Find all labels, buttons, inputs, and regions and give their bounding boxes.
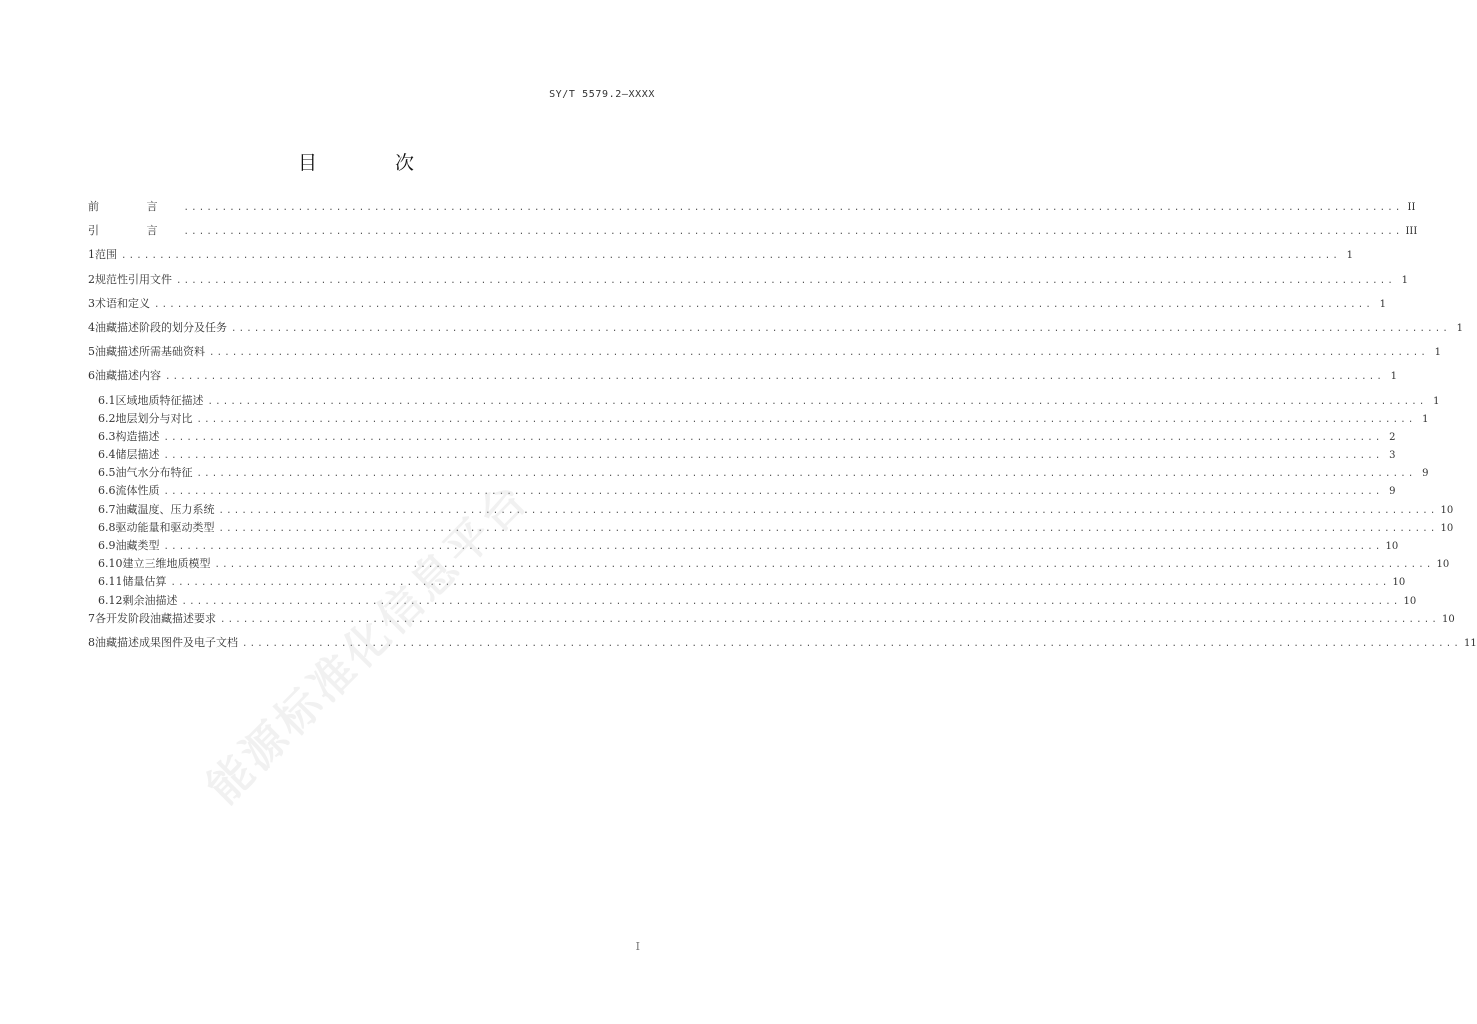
- toc-entry-number: 1: [88, 248, 95, 262]
- toc-entry-page: 10: [1392, 577, 1406, 589]
- toc-title: 目 次: [297, 152, 451, 174]
- toc-entry-label: 构造描述: [115, 429, 160, 443]
- toc-entry-number: 6.4: [98, 448, 116, 462]
- toc-entry-label: 油藏描述成果图件及电子文档: [95, 635, 238, 649]
- toc-leader-dots: ................................................................................................................................................................: [196, 469, 1416, 480]
- toc-entry-label: 油藏温度、压力系统: [115, 502, 215, 516]
- toc-entry-number: 6.6: [98, 484, 116, 498]
- toc-entry-page: 1: [1346, 250, 1353, 262]
- toc-entry-label: 流体性质: [115, 484, 160, 498]
- toc-entry-number: 6.3: [98, 429, 116, 443]
- toc-entry-page: 1: [1456, 322, 1463, 334]
- toc-entry-number: 6.12: [98, 593, 123, 607]
- toc-entry-label: 储量估算: [122, 575, 167, 589]
- toc-entry-page: 1: [1434, 347, 1441, 359]
- toc-entry-number: 5: [88, 345, 95, 359]
- toc-leader-dots: ................................................................................................................................................................: [163, 451, 1383, 462]
- toc-entry-number: 4: [88, 320, 95, 334]
- watermark: 能源标准化信息平台: [197, 472, 539, 814]
- toc-entry-page: 10: [1441, 613, 1455, 625]
- toc-leader-dots: ................................................................................................................................................................: [183, 203, 1403, 213]
- toc-entry-label: 油藏描述内容: [95, 369, 161, 383]
- toc-entry-number: 6.9: [98, 539, 116, 552]
- toc-leader-dots: ................................................................................................................................................................: [207, 396, 1427, 407]
- toc-entry-number: 6.7: [98, 502, 116, 516]
- toc-subentry[interactable]: [88, 502, 1454, 521]
- toc-subentry[interactable]: [88, 557, 1450, 575]
- toc-entry[interactable]: [88, 611, 1455, 636]
- toc-leader-dots: ................................................................................................................................................................: [196, 414, 1416, 425]
- toc-entry-page: 10: [1403, 595, 1417, 607]
- toc-entry-number: 6.11: [98, 575, 123, 589]
- toc-entry[interactable]: [88, 272, 1408, 297]
- toc-entry-number: 8: [88, 635, 95, 649]
- toc-entry-page: 9: [1422, 468, 1429, 480]
- toc-entry-label: 储层描述: [115, 448, 160, 462]
- toc-entry-page: 9: [1389, 486, 1396, 498]
- toc-leader-dots: ................................................................................................................................................................: [242, 638, 1461, 649]
- toc-entry-label: 前 言: [88, 200, 180, 213]
- toc-subentry[interactable]: [88, 393, 1440, 412]
- toc-subentry[interactable]: [88, 575, 1406, 593]
- toc-entry-number: 6.2: [98, 411, 116, 425]
- toc-entry[interactable]: [88, 320, 1463, 345]
- toc-entry-number: 7: [88, 611, 95, 625]
- toc-entry[interactable]: [88, 200, 1416, 224]
- toc-subentry[interactable]: [88, 411, 1429, 430]
- toc-entry-number: 6.1: [98, 393, 116, 407]
- toc-entry-page: III: [1405, 226, 1418, 238]
- toc-leader-dots: ................................................................................................................................................................: [163, 432, 1383, 443]
- toc-entry[interactable]: [88, 345, 1441, 369]
- toc-subentry[interactable]: [88, 593, 1417, 612]
- toc-leader-dots: ................................................................................................................................................................: [176, 275, 1395, 286]
- toc-entry-page: 10: [1440, 504, 1454, 516]
- toc-entry-page: 1: [1379, 298, 1386, 310]
- toc-entry-page: 10: [1385, 541, 1399, 552]
- toc-entry[interactable]: [88, 248, 1353, 272]
- toc-leader-dots: ................................................................................................................................................................: [183, 227, 1403, 238]
- toc-entry-label: 油藏描述阶段的划分及任务: [95, 320, 227, 334]
- toc-subentry[interactable]: [88, 484, 1396, 502]
- toc-entry-page: II: [1407, 202, 1416, 213]
- toc-entry-page: 1: [1433, 395, 1440, 407]
- toc-entry-number: 6.10: [98, 557, 123, 571]
- toc-leader-dots: ................................................................................................................................................................: [165, 372, 1384, 383]
- toc-entry-label: 油藏描述所需基础资料: [95, 345, 205, 359]
- toc-entry-label: 油气水分布特征: [115, 466, 193, 480]
- toc-entry-page: 2: [1389, 431, 1396, 443]
- toc-leader-dots: ................................................................................................................................................................: [231, 323, 1450, 334]
- toc-subentry[interactable]: [88, 429, 1396, 448]
- toc-entry-page: 1: [1390, 371, 1397, 383]
- toc-leader-dots: ................................................................................................................................................................: [163, 542, 1383, 552]
- toc-entry-page: 10: [1440, 522, 1454, 534]
- toc-entry-label: 各开发阶段油藏描述要求: [95, 611, 216, 625]
- toc-leader-dots: ................................................................................................................................................................: [209, 348, 1428, 359]
- toc-entry-page: 1: [1401, 274, 1408, 286]
- toc-leader-dots: ................................................................................................................................................................: [121, 251, 1340, 262]
- document-code: SY/T 5579.2—XXXX: [549, 89, 655, 100]
- toc-subentry[interactable]: [88, 448, 1396, 466]
- toc-leader-dots: ................................................................................................................................................................: [163, 487, 1383, 498]
- toc-leader-dots: ................................................................................................................................................................: [170, 578, 1390, 589]
- toc-entry-label: 引 言: [88, 224, 180, 238]
- toc-entry-page: 1: [1422, 413, 1429, 425]
- toc-leader-dots: ................................................................................................................................................................: [220, 614, 1439, 625]
- toc-entry-label: 规范性引用文件: [95, 272, 172, 286]
- toc-entry-number: 6.5: [98, 466, 116, 480]
- toc-entry[interactable]: [88, 635, 1477, 660]
- toc-entry-number: 3: [88, 296, 95, 310]
- toc-entry-label: 范围: [95, 248, 117, 262]
- toc-entry-label: 区域地质特征描述: [115, 393, 204, 407]
- page-number: I: [635, 940, 640, 953]
- toc-entry[interactable]: [88, 369, 1397, 393]
- toc-leader-dots: ................................................................................................................................................................: [218, 523, 1438, 534]
- toc-leader-dots: ................................................................................................................................................................: [218, 505, 1438, 516]
- toc-entry-label: 油藏类型: [115, 539, 160, 552]
- toc-entry-page: 3: [1389, 450, 1396, 462]
- toc-entry-label: 剩余油描述: [122, 593, 178, 607]
- toc-leader-dots: ................................................................................................................................................................: [154, 299, 1373, 310]
- toc-entry-number: 2: [88, 272, 95, 286]
- toc-entry-label: 术语和定义: [95, 296, 150, 310]
- toc-entry[interactable]: [88, 296, 1386, 321]
- toc-subentry[interactable]: [88, 466, 1429, 484]
- toc-entry-number: 6: [88, 369, 95, 383]
- toc-entry-number: 6.8: [98, 520, 116, 534]
- toc-entry-label: 驱动能量和驱动类型: [115, 520, 215, 534]
- table-of-contents: [88, 200, 1477, 660]
- toc-entry[interactable]: [88, 224, 1418, 248]
- toc-entry-page: 11: [1463, 637, 1477, 649]
- toc-subentry[interactable]: [88, 539, 1399, 557]
- toc-subentry[interactable]: [88, 520, 1454, 539]
- toc-entry-label: 建立三维地质模型: [122, 557, 211, 571]
- toc-leader-dots: ................................................................................................................................................................: [214, 560, 1434, 571]
- toc-entry-label: 地层划分与对比: [115, 411, 193, 425]
- toc-entry-page: 10: [1436, 559, 1450, 571]
- toc-leader-dots: ................................................................................................................................................................: [181, 596, 1401, 607]
